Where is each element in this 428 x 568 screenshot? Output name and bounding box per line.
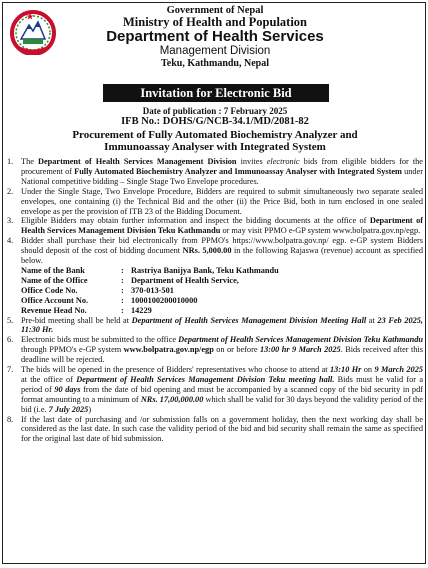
clause-text: Department of Health Services Management Division Teku Kathmandu bbox=[178, 335, 423, 345]
bank-field-separator: : bbox=[121, 295, 124, 305]
publication-date: Date of publication : 7 February 2025 bbox=[142, 106, 288, 116]
bank-field-separator: : bbox=[121, 275, 124, 285]
clause-text: Under the Single Stage, Two Envelope Procedure, Bidders are required to submit simultaneously two separate sealed envelopes, one containing (i) the Technical Bid and the other (ii) the Price Bid, both in turn enclosed in one sealed envelope as per the provision of ITB 23 of the Bidding Document. bbox=[21, 186, 423, 216]
clause-text: from the date of bid opening and must be accompanied by a scanned copy of the bid security in pdf format amounting to a minimum of bbox=[21, 384, 423, 404]
bank-field-value: Rastriya Banijya Bank, Teku Kathmandu bbox=[131, 265, 279, 275]
clause-text: The bids will be opened in the presence of Bidders' representatives who choose to attend at bbox=[21, 365, 330, 375]
clause-text: Department of Health Services Management Division bbox=[37, 157, 237, 166]
clause-text: NRs. 5,000.00 bbox=[182, 246, 232, 256]
clause-text: 23 Feb 2025, 11:30 Hr. bbox=[21, 315, 423, 335]
clause-text: . Bids received after this deadline will be rejected. bbox=[21, 345, 423, 365]
clause-text: which shall be valid for 30 days beyond the validity period of the bid (i.e. bbox=[21, 394, 423, 414]
clause-3 bbox=[7, 216, 423, 236]
bank-field-value: 14229 bbox=[131, 305, 152, 315]
bank-field-separator: : bbox=[121, 265, 124, 275]
clause-number: 1. bbox=[7, 157, 14, 166]
bid-notice-page bbox=[2, 2, 426, 564]
clause-text: under National competitive bidding – Single Stage Two Envelope procedures. bbox=[21, 166, 423, 186]
clause-text: in the following Rajaswa (revenue) account as specified below. bbox=[21, 246, 423, 266]
bank-field-label: Office Code No. bbox=[21, 285, 78, 295]
bank-field-value: Department of Health Service, bbox=[131, 275, 239, 285]
clause-text: Fully Automated Biochemistry Analyzer and Immunoassay Analyser with Integrated System bbox=[74, 166, 402, 176]
address: Teku, Kathmandu, Nepal bbox=[161, 58, 269, 69]
letterhead bbox=[3, 5, 426, 70]
government-name: Government of Nepal bbox=[166, 5, 264, 16]
bank-field-label: Name of the Bank bbox=[21, 265, 85, 275]
clause-text: invites bbox=[236, 157, 267, 166]
clause-text: Department of Health Services Management Division Teku meeting hall. bbox=[76, 374, 335, 384]
ministry-name: Ministry of Health and Population bbox=[122, 15, 308, 29]
clause-number: 7. bbox=[7, 365, 14, 375]
clause-7 bbox=[7, 365, 423, 415]
bank-field-value: 1000100200010000 bbox=[131, 295, 198, 305]
clause-text: NRs. 17,00,000.00 bbox=[140, 394, 204, 404]
clause-text: The bbox=[21, 157, 38, 166]
clause-text: 7 July 2025 bbox=[48, 404, 89, 414]
clause-text: at bbox=[366, 315, 378, 325]
bank-field-label: Office Account No. bbox=[21, 295, 89, 305]
clause-text: Pre-bid meeting shall be held at bbox=[21, 315, 132, 325]
clause-text: on bbox=[361, 365, 375, 375]
procurement-title-line-1: Procurement of Fully Automated Biochemistry Analyzer and bbox=[72, 129, 358, 141]
bank-field-separator: : bbox=[121, 285, 124, 295]
clause-text: at the office of bbox=[21, 374, 77, 384]
division-name: Management Division bbox=[159, 45, 271, 57]
clause-text: 90 days bbox=[54, 384, 81, 394]
clause-text: Electronic bids must be submitted to the office bbox=[21, 335, 179, 345]
bank-field-value: 370-013-501 bbox=[131, 285, 174, 295]
clause-text: or may visit PPMO e-GP system www.bolpatra.gov.np/egp. bbox=[220, 226, 421, 236]
department-name: Department of Health Services bbox=[106, 28, 324, 45]
clause-text: Bidder shall purchase their bid electronically from PPMO's https://www.bolpatra.gov.np/ egp. e-GP system Bidders should deposit of the cost of bidding document bbox=[21, 236, 423, 256]
bank-details-table bbox=[7, 266, 423, 316]
clauses-1-to-4 bbox=[7, 157, 423, 266]
clause-number: 6. bbox=[7, 335, 14, 345]
clause-text: 13:00 hr 9 March 2025 bbox=[259, 345, 341, 355]
clause-text: 13:10 Hr bbox=[329, 365, 362, 375]
clause-text: through PPMO's e-GP system bbox=[21, 345, 124, 355]
clause-text: ) bbox=[88, 404, 92, 414]
clause-6 bbox=[7, 335, 423, 365]
clause-8 bbox=[7, 415, 423, 445]
clause-text: Department of Health Services Management Division Teku Kathmandu bbox=[21, 216, 423, 236]
clause-number: 2. bbox=[7, 186, 14, 196]
ifb-number: IFB No.: DOHS/G/NCB-34.1/MD/2081-82 bbox=[121, 116, 309, 127]
clause-2 bbox=[7, 187, 423, 217]
clause-text: Eligible Bidders may obtain further information and inspect the bidding documents at the office of bbox=[21, 216, 370, 226]
clause-number: 8. bbox=[7, 414, 14, 424]
clause-text: Bids must be valid for a period of bbox=[21, 374, 423, 394]
clause-text: electronic bbox=[266, 157, 300, 166]
clause-4 bbox=[7, 236, 423, 266]
clause-5 bbox=[7, 316, 423, 336]
clause-text: 9 March 2025 bbox=[374, 365, 423, 375]
clause-text: www.bolpatra.gov.np/egp bbox=[123, 345, 214, 355]
bank-field-label: Name of the Office bbox=[21, 275, 88, 285]
clause-text: bids from eligible bidders for the procurement of bbox=[21, 157, 423, 176]
clause-1 bbox=[7, 157, 423, 187]
clause-number: 3. bbox=[7, 216, 14, 226]
procurement-title-line-2: Immunoassay Analyser with Integrated System bbox=[104, 141, 326, 153]
clause-text: Department of Health Services Management Division Meeting Hall bbox=[131, 315, 367, 325]
notice-title: Invitation for Electronic Bid bbox=[103, 84, 329, 102]
procurement-title bbox=[9, 129, 421, 153]
bank-field-label: Revenue Head No. bbox=[21, 305, 87, 315]
clause-text: on or before bbox=[213, 345, 260, 355]
clause-number: 4. bbox=[7, 236, 14, 246]
clause-number: 5. bbox=[7, 315, 14, 325]
bank-field-separator: : bbox=[121, 305, 124, 315]
clauses-5-to-8 bbox=[7, 316, 423, 445]
clause-text: If the last date of purchasing and /or submission falls on a government holiday, then the next working day shall be considered as the last date. In such case the validity period of the bid and bid security shall remain the same as specified for the original last date of bid submission. bbox=[21, 414, 423, 444]
notice-clauses bbox=[7, 157, 423, 444]
